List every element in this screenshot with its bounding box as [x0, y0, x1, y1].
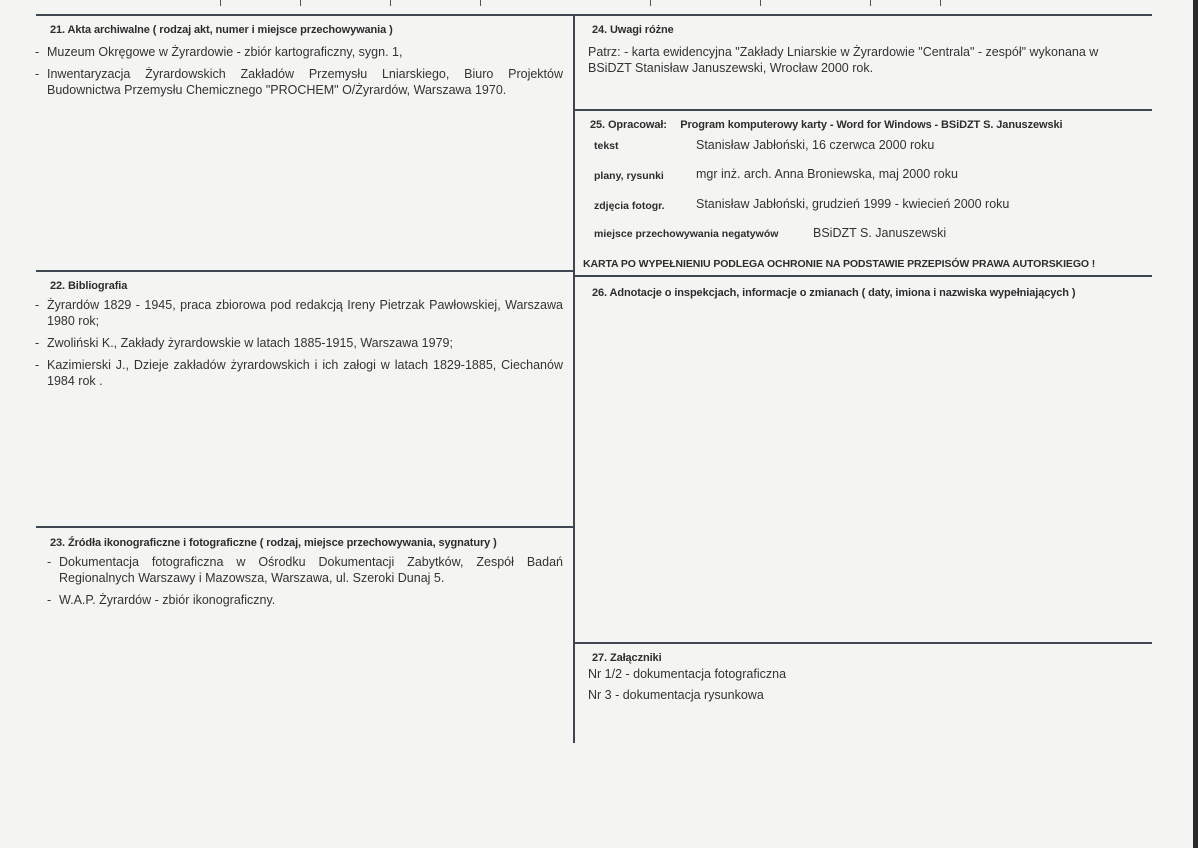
divider-22-23: [36, 526, 573, 528]
section-21-body: [35, 44, 563, 104]
top-tick: [480, 0, 481, 6]
section-26-header: 26. Adnotacje o inspekcjach, informacje o zmianach ( daty, imiona i nazwiska wypełniających ): [592, 287, 1076, 299]
section-23-body: [47, 554, 563, 614]
section-22-body: [35, 297, 563, 395]
section-25-row-negatives-value: BSiDZT S. Januszewski: [813, 226, 947, 240]
list-item: - Kazimierski J., Dzieje zakładów żyrardowskich i ich załogi w latach 1829-1885, Ciechanów 1984 rok .: [35, 358, 563, 388]
section-27-header: 27. Załączniki: [592, 652, 662, 664]
divider-21-22: [36, 270, 573, 272]
top-tick: [650, 0, 651, 6]
section-27-body: [588, 666, 1128, 703]
top-tick: [220, 0, 221, 6]
divider-26-27: [575, 642, 1152, 644]
section-25-row-plans-value: mgr inż. arch. Anna Broniewska, maj 2000 roku: [696, 167, 958, 181]
section-25-row-plans: plany, rysunki: [594, 170, 664, 182]
section-23-header: 23. Źródła ikonograficzne i fotograficzne ( rodzaj, miejsce przechowywania, sygnatury ): [50, 537, 497, 549]
list-item: - Inwentaryzacja Żyrardowskich Zakładów Przemysłu Lniarskiego, Biuro Projektów Budownictwa Przemysłu Chemicznego "PROCHEM" O/Żyrardów, Warszawa 1970.: [35, 67, 563, 97]
section-25-row-negatives: miejsce przechowywania negatywów: [594, 228, 779, 240]
section-21-header: 21. Akta archiwalne ( rodzaj akt, numer i miejsce przechowywania ): [50, 24, 393, 36]
top-tick: [940, 0, 941, 6]
list-item: - Dokumentacja fotograficzna w Ośrodku Dokumentacji Zabytków, Zespół Badań Regionalnych Warszawy i Mazowsza, Warszawa, ul. Szeroki Dunaj 5.: [47, 555, 563, 585]
section-25-row-text: tekst: [594, 140, 619, 152]
section-25-row-photos-value: Stanisław Jabłoński, grudzień 1999 - kwiecień 2000 roku: [696, 197, 1010, 211]
copyright-notice: KARTA PO WYPEŁNIENIU PODLEGA OCHRONIE NA PODSTAWIE PRZEPISÓW PRAWA AUTORSKIEGO !: [583, 258, 1096, 270]
section-24-body: Patrz: - karta ewidencyjna "Zakłady Lniarskie w Żyrardowie "Centrala" - zespół" wykonana w BSiDZT Stanisław Januszewski, Wrocław 2000 rok.: [588, 45, 1099, 75]
attachment-item: Nr 3 - dokumentacja rysunkowa: [588, 688, 764, 702]
section-25-row-photos: zdjęcia fotogr.: [594, 200, 665, 212]
top-tick: [390, 0, 391, 6]
section-25-header: 25. Opracował: Program komputerowy karty - Word for Windows - BSiDZT S. Januszewski: [590, 119, 1063, 131]
attachment-item: Nr 1/2 - dokumentacja fotograficzna: [588, 667, 787, 681]
divider-24-25: [575, 109, 1152, 111]
page-edge-shadow: [1193, 0, 1198, 848]
list-item: - Muzeum Okręgowe w Żyrardowie - zbiór kartograficzny, sygn. 1,: [35, 45, 403, 59]
center-divider: [573, 14, 575, 743]
list-item: - W.A.P. Żyrardów - zbiór ikonograficzny.: [47, 593, 276, 607]
top-tick: [300, 0, 301, 6]
top-tick: [760, 0, 761, 6]
list-item: - Żyrardów 1829 - 1945, praca zbiorowa pod redakcją Ireny Pietrzak Pawłowskiej, Warszawa 1980 rok;: [35, 298, 563, 328]
list-item: - Zwoliński K., Zakłady żyrardowskie w latach 1885-1915, Warszawa 1979;: [35, 336, 453, 350]
section-26-annotation-area[interactable]: [580, 302, 1148, 637]
section-24-header: 24. Uwagi różne: [592, 24, 674, 36]
top-rule: [36, 14, 1152, 16]
section-25-row-text-value: Stanisław Jabłoński, 16 czerwca 2000 roku: [696, 138, 935, 152]
section-22-header: 22. Bibliografia: [50, 280, 128, 292]
divider-25-26: [575, 275, 1152, 277]
top-tick: [870, 0, 871, 6]
